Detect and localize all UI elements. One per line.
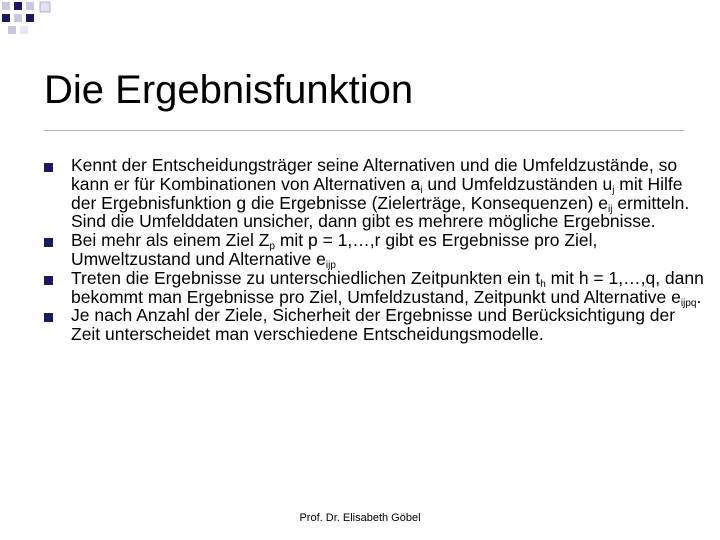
footer-author: Prof. Dr. Elisabeth Göbel: [299, 512, 421, 524]
subscript-index: h: [540, 278, 546, 290]
bullet-text: Je nach Anzahl der Ziele, Sicherheit der Ergebnisse und Berücksichtigung der Zeit unterscheidet man verschiedene Entscheidungsmodelle.: [71, 305, 676, 345]
subscript-index: ijpq: [680, 297, 697, 309]
slide-title: Die Ergebnisfunktion: [44, 68, 414, 112]
bullet-text: Treten die Ergebnisse zu unterschiedlichen Zeitpunkten ein $t_h$ mit h = 1,…,q, dann bekommt man Ergebnisse pro Ziel, Umfeldzustand, Zeitpunkt und Alternative $e_{ijpq}$.: [71, 267, 704, 309]
square-bullet-icon: [44, 313, 53, 322]
subscript-index: ijp: [325, 259, 336, 271]
bullet-list: [44, 156, 704, 344]
subscript-index: j: [612, 184, 615, 196]
square-bullet-icon: [44, 238, 53, 247]
square-bullet-icon: [44, 163, 53, 172]
square-bullet-icon: [44, 276, 53, 285]
subscript-index: i: [420, 184, 423, 196]
subscript-index: p: [269, 241, 275, 253]
subscript-index: ij: [608, 203, 613, 215]
bullet-item: [44, 306, 704, 344]
bullet-item: [44, 231, 704, 269]
corner-decoration: [0, 0, 60, 40]
bullet-text: Kennt der Entscheidungsträger seine Alternativen und die Umfeldzustände, so kann er für Kombinationen von Alternativen $a_i$ und Umfeldzuständen $u_j$ mit Hilfe der Ergebnisfunktion g die Ergebnisse (Zielerträge, Konsequenzen) $e_{ij}$ ermitteln. Sind die Umfelddaten unsicher, dann gibt es mehrere mögliche Ergebnisse.: [71, 155, 690, 232]
bullet-item: [44, 156, 704, 231]
bullet-text: Bei mehr als einem Ziel $Z_p$ mit p = 1,…,r gibt es Ergebnisse pro Ziel, Umweltzustand und Alternative $e_{ijp}$: [71, 230, 598, 271]
title-divider: [44, 130, 684, 131]
bullet-item: [44, 269, 704, 307]
